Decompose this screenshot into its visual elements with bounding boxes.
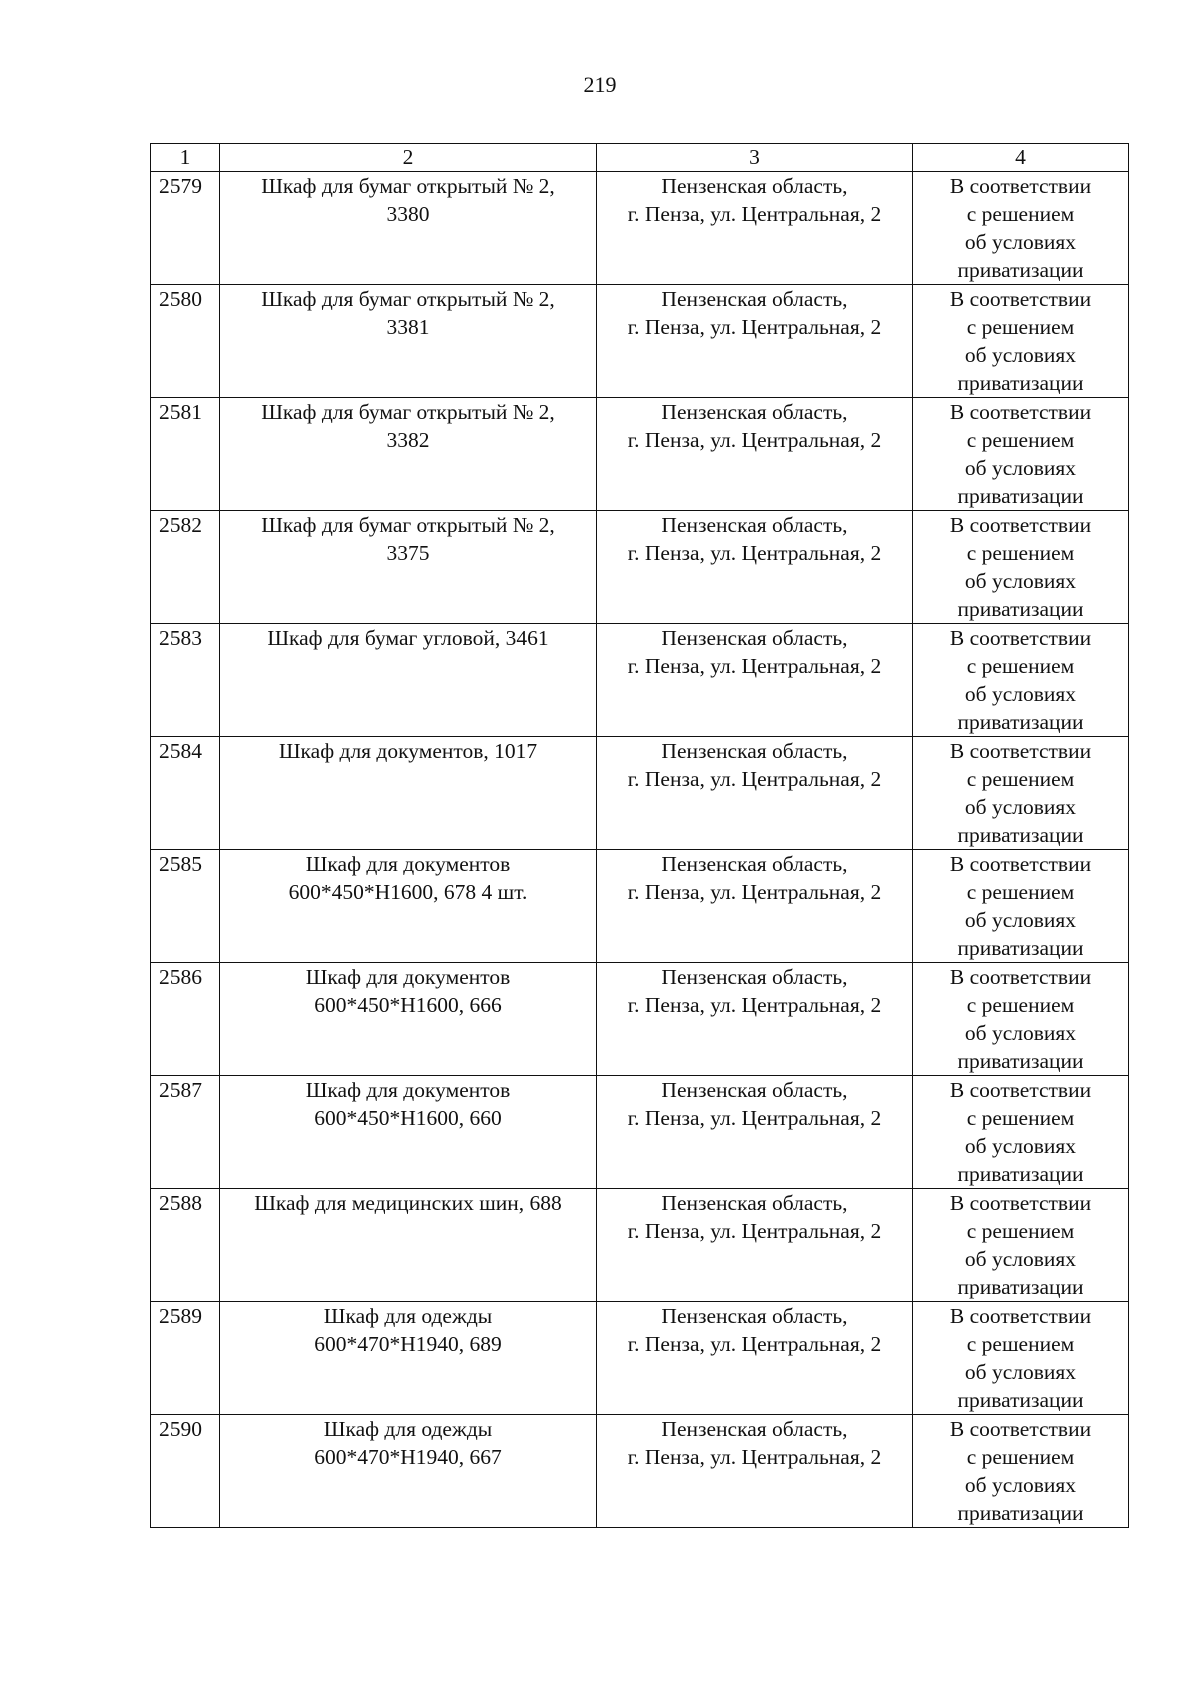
column-header-2: 2 (220, 144, 597, 172)
table-body (151, 172, 1129, 1528)
address-cell-line: г. Пенза, ул. Центральная, 2 (627, 880, 882, 904)
address-cell-line: г. Пенза, ул. Центральная, 2 (627, 315, 882, 339)
condition-cell (913, 285, 1129, 398)
address-cell (597, 624, 913, 737)
condition-cell-line: приватизации (957, 258, 1084, 282)
condition-cell-line: об условиях (964, 682, 1077, 706)
address-cell (597, 1076, 913, 1189)
item-name-cell-line: 600*470*Н1940, 667 (314, 1445, 502, 1469)
condition-cell (913, 624, 1129, 737)
row-number-cell: 2589 (151, 1302, 220, 1415)
item-name-cell-line: Шкаф для документов (305, 852, 511, 876)
address-cell-line: г. Пенза, ул. Центральная, 2 (627, 428, 882, 452)
table-row (151, 511, 1129, 624)
condition-cell-line: с решением (966, 654, 1075, 678)
table-row (151, 624, 1129, 737)
condition-cell-line: об условиях (964, 230, 1077, 254)
condition-cell (913, 963, 1129, 1076)
table-row (151, 1189, 1129, 1302)
condition-cell-line: с решением (966, 1219, 1075, 1243)
item-name-cell-line: 3375 (386, 541, 430, 565)
condition-cell-line: В соответствии (949, 1078, 1092, 1102)
address-cell-line: г. Пенза, ул. Центральная, 2 (627, 654, 882, 678)
row-number-cell: 2586 (151, 963, 220, 1076)
item-name-cell (220, 1189, 597, 1302)
item-name-cell-line: 3381 (386, 315, 430, 339)
item-name-cell (220, 1415, 597, 1528)
table-row (151, 285, 1129, 398)
condition-cell-line: с решением (966, 541, 1075, 565)
condition-cell-line: с решением (966, 202, 1075, 226)
item-name-cell-line: 3380 (386, 202, 430, 226)
address-cell-line: Пензенская область, (661, 1191, 848, 1215)
condition-cell-line: В соответствии (949, 513, 1092, 537)
condition-cell-line: приватизации (957, 823, 1084, 847)
condition-cell-line: В соответствии (949, 852, 1092, 876)
condition-cell-line: приватизации (957, 1162, 1084, 1186)
condition-cell-line: об условиях (964, 569, 1077, 593)
condition-cell (913, 1415, 1129, 1528)
address-cell-line: Пензенская область, (661, 513, 848, 537)
item-name-cell-line: Шкаф для бумаг угловой, 3461 (267, 626, 549, 650)
condition-cell-line: приватизации (957, 371, 1084, 395)
table-row (151, 398, 1129, 511)
condition-cell-line: с решением (966, 315, 1075, 339)
condition-cell-line: приватизации (957, 710, 1084, 734)
address-cell-line: г. Пенза, ул. Центральная, 2 (627, 1219, 882, 1243)
condition-cell-line: об условиях (964, 1247, 1077, 1271)
address-cell-line: Пензенская область, (661, 852, 848, 876)
address-cell (597, 1415, 913, 1528)
item-name-cell-line: Шкаф для одежды (323, 1304, 493, 1328)
condition-cell-line: приватизации (957, 1388, 1084, 1412)
row-number-cell: 2590 (151, 1415, 220, 1528)
item-name-cell-line: Шкаф для бумаг открытый № 2, (261, 513, 555, 537)
condition-cell-line: приватизации (957, 597, 1084, 621)
condition-cell-line: с решением (966, 767, 1075, 791)
item-name-cell-line: 3382 (386, 428, 430, 452)
item-name-cell-line: Шкаф для документов (305, 965, 511, 989)
item-name-cell-line: Шкаф для бумаг открытый № 2, (261, 287, 555, 311)
condition-cell-line: приватизации (957, 484, 1084, 508)
row-number-cell: 2584 (151, 737, 220, 850)
item-name-cell-line: Шкаф для документов, 1017 (278, 739, 538, 763)
item-name-cell-line: 600*450*Н1600, 666 (314, 993, 502, 1017)
row-number-cell: 2585 (151, 850, 220, 963)
condition-cell (913, 850, 1129, 963)
table-row (151, 172, 1129, 285)
address-cell-line: г. Пенза, ул. Центральная, 2 (627, 202, 882, 226)
condition-cell-line: об условиях (964, 795, 1077, 819)
column-header-3: 3 (597, 144, 913, 172)
row-number-cell: 2580 (151, 285, 220, 398)
address-cell (597, 285, 913, 398)
header-row (151, 144, 1129, 172)
address-cell-line: г. Пенза, ул. Центральная, 2 (627, 1445, 882, 1469)
condition-cell-line: В соответствии (949, 400, 1092, 424)
address-cell (597, 1189, 913, 1302)
item-name-cell (220, 737, 597, 850)
address-cell-line: г. Пенза, ул. Центральная, 2 (627, 1332, 882, 1356)
address-cell-line: Пензенская область, (661, 174, 848, 198)
item-name-cell-line: Шкаф для медицинских шин, 688 (254, 1191, 562, 1215)
address-cell (597, 1302, 913, 1415)
table-row (151, 1076, 1129, 1189)
condition-cell-line: об условиях (964, 908, 1077, 932)
address-cell-line: Пензенская область, (661, 1304, 848, 1328)
table-row (151, 850, 1129, 963)
condition-cell-line: приватизации (957, 1049, 1084, 1073)
table-header (151, 144, 1129, 172)
condition-cell-line: В соответствии (949, 739, 1092, 763)
row-number-cell: 2588 (151, 1189, 220, 1302)
item-name-cell-line: 600*470*Н1940, 689 (314, 1332, 502, 1356)
address-cell (597, 511, 913, 624)
address-cell (597, 850, 913, 963)
page-number: 219 (583, 72, 617, 97)
item-name-cell (220, 963, 597, 1076)
address-cell-line: г. Пенза, ул. Центральная, 2 (627, 1106, 882, 1130)
condition-cell-line: с решением (966, 880, 1075, 904)
condition-cell-line: приватизации (957, 1501, 1084, 1525)
condition-cell-line: приватизации (957, 936, 1084, 960)
condition-cell-line: приватизации (957, 1275, 1084, 1299)
address-cell-line: Пензенская область, (661, 400, 848, 424)
address-cell (597, 737, 913, 850)
address-cell (597, 398, 913, 511)
item-name-cell (220, 1302, 597, 1415)
condition-cell-line: В соответствии (949, 965, 1092, 989)
address-cell (597, 172, 913, 285)
table-row (151, 963, 1129, 1076)
condition-cell (913, 1076, 1129, 1189)
item-name-cell-line: Шкаф для бумаг открытый № 2, (261, 174, 555, 198)
table-row (151, 1302, 1129, 1415)
item-name-cell (220, 511, 597, 624)
condition-cell (913, 1189, 1129, 1302)
condition-cell-line: В соответствии (949, 626, 1092, 650)
condition-cell-line: В соответствии (949, 1304, 1092, 1328)
table-row (151, 737, 1129, 850)
condition-cell-line: об условиях (964, 456, 1077, 480)
property-table (150, 143, 1129, 1528)
condition-cell-line: с решением (966, 1445, 1075, 1469)
condition-cell-line: об условиях (964, 1473, 1077, 1497)
condition-cell (913, 1302, 1129, 1415)
condition-cell-line: об условиях (964, 343, 1077, 367)
item-name-cell-line: Шкаф для бумаг открытый № 2, (261, 400, 555, 424)
condition-cell-line: с решением (966, 993, 1075, 1017)
condition-cell (913, 398, 1129, 511)
condition-cell-line: В соответствии (949, 174, 1092, 198)
item-name-cell (220, 398, 597, 511)
item-name-cell (220, 285, 597, 398)
condition-cell (913, 737, 1129, 850)
condition-cell (913, 511, 1129, 624)
address-cell-line: г. Пенза, ул. Центральная, 2 (627, 767, 882, 791)
address-cell-line: г. Пенза, ул. Центральная, 2 (627, 993, 882, 1017)
item-name-cell-line: Шкаф для документов (305, 1078, 511, 1102)
condition-cell-line: с решением (966, 428, 1075, 452)
address-cell-line: Пензенская область, (661, 965, 848, 989)
address-cell-line: Пензенская область, (661, 287, 848, 311)
condition-cell-line: В соответствии (949, 1417, 1092, 1441)
condition-cell-line: В соответствии (949, 1191, 1092, 1215)
item-name-cell (220, 172, 597, 285)
condition-cell-line: с решением (966, 1106, 1075, 1130)
row-number-cell: 2581 (151, 398, 220, 511)
row-number-cell: 2583 (151, 624, 220, 737)
row-number-cell: 2587 (151, 1076, 220, 1189)
item-name-cell (220, 850, 597, 963)
condition-cell-line: В соответствии (949, 287, 1092, 311)
item-name-cell (220, 624, 597, 737)
item-name-cell-line: 600*450*Н1600, 660 (314, 1106, 502, 1130)
condition-cell-line: об условиях (964, 1021, 1077, 1045)
condition-cell-line: об условиях (964, 1360, 1077, 1384)
address-cell-line: Пензенская область, (661, 739, 848, 763)
item-name-cell-line: 600*450*Н1600, 678 4 шт. (288, 880, 528, 904)
address-cell-line: Пензенская область, (661, 1417, 848, 1441)
row-number-cell: 2579 (151, 172, 220, 285)
column-header-1: 1 (151, 144, 220, 172)
condition-cell (913, 172, 1129, 285)
row-number-cell: 2582 (151, 511, 220, 624)
item-name-cell (220, 1076, 597, 1189)
address-cell-line: г. Пенза, ул. Центральная, 2 (627, 541, 882, 565)
address-cell-line: Пензенская область, (661, 1078, 848, 1102)
column-header-4: 4 (913, 144, 1129, 172)
table-row (151, 1415, 1129, 1528)
item-name-cell-line: Шкаф для одежды (323, 1417, 493, 1441)
address-cell-line: Пензенская область, (661, 626, 848, 650)
address-cell (597, 963, 913, 1076)
condition-cell-line: с решением (966, 1332, 1075, 1356)
condition-cell-line: об условиях (964, 1134, 1077, 1158)
